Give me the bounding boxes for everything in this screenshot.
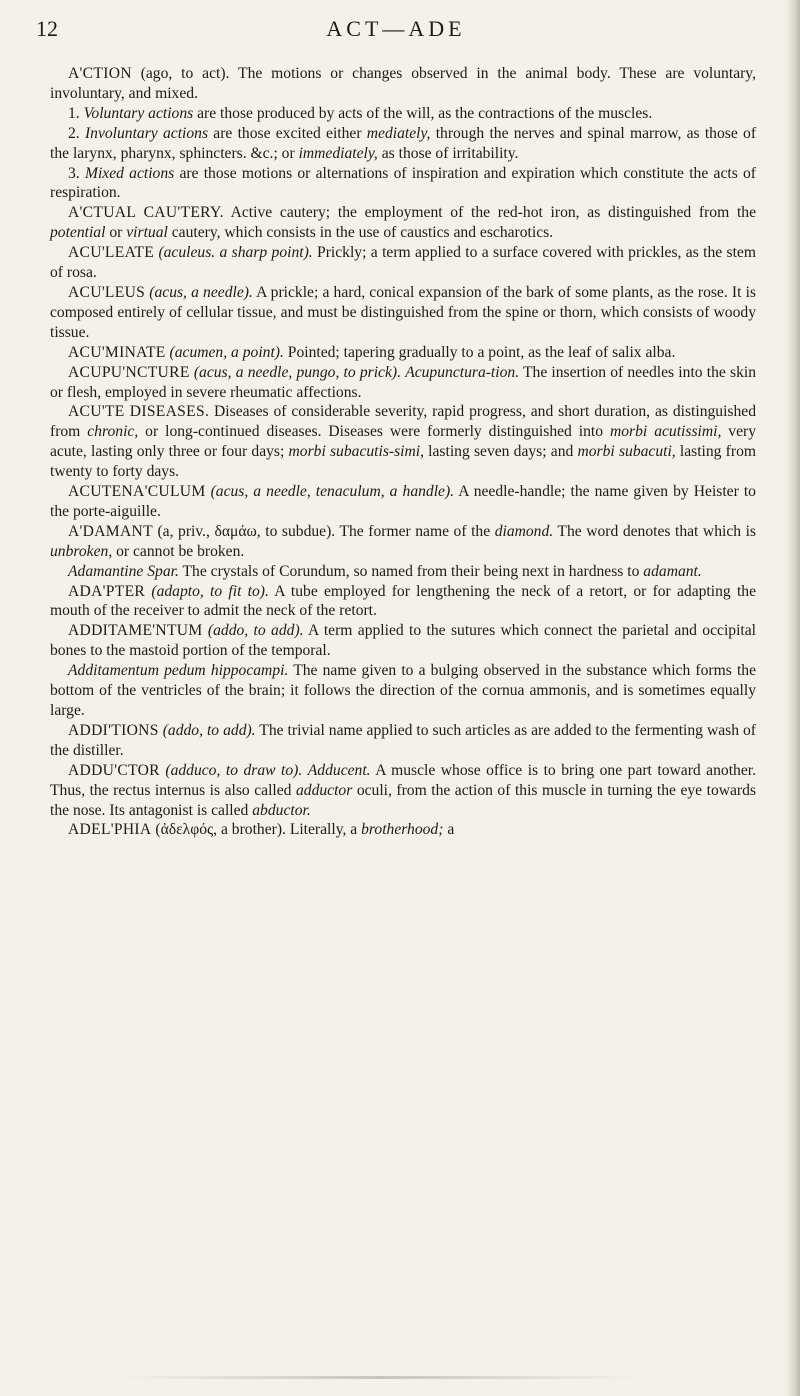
definition-part: as those of irritability. — [377, 144, 519, 162]
entry-acuminate — [50, 343, 756, 363]
definition-part: Literally, a — [285, 821, 362, 839]
etymology: (ἀδελφός, a brother). — [155, 821, 286, 839]
entry-acupuncture — [50, 363, 756, 403]
entry-aculeus — [50, 283, 756, 343]
page-spine-shadow — [786, 0, 800, 1396]
subentry-voluntary — [50, 104, 756, 124]
headword: ADDI'TIONS — [68, 721, 159, 739]
definition: The trivial name applied to such articles as are added to the fermenting wash of the distiller. — [50, 721, 756, 759]
entry-adelphia — [50, 820, 756, 840]
definition-part: Diseases of considerable severity, rapid progress, and short duration, as distinguished from — [50, 403, 756, 441]
etymology: (a, priv., δαμάω, to subdue). — [157, 522, 336, 540]
entry-acute-diseases — [50, 402, 756, 482]
entry-aculeate — [50, 243, 756, 283]
definition: A needle-handle; the name given by Heister to the porte-aiguille. — [50, 483, 756, 520]
definition-part: A muscle whose office is to bring one part toward another. Thus, the rectus internus is also called — [50, 761, 756, 799]
definition-part: very acute, lasting only three or four days; — [50, 423, 757, 461]
headword: ACU'LEATE — [68, 244, 155, 262]
headword: ACUTENA'CULUM — [68, 483, 206, 501]
subentry-mixed — [50, 164, 756, 204]
subentry-label: Mixed actions — [84, 164, 175, 182]
definition-italic: unbroken, — [50, 542, 113, 560]
subentry-label: Involuntary actions — [84, 124, 209, 142]
etymology: (adduco, to draw to). — [165, 761, 303, 779]
definition-italic: morbi subacuti, — [577, 443, 676, 461]
headword: A'DAMANT — [68, 522, 153, 540]
entry-adamant — [50, 522, 756, 562]
subentry-involuntary — [50, 124, 756, 164]
definition-part: cautery, which consists in the use of caustics and escharotics. — [167, 224, 554, 242]
definition-italic: brotherhood; — [361, 821, 444, 839]
headword: A'CTUAL CAU'TERY. — [68, 204, 224, 222]
definition: Pointed; tapering gradually to a point, as the leaf of salix alba. — [283, 343, 676, 361]
definition-italic: diamond. — [494, 522, 554, 540]
subentry-label: Voluntary actions — [83, 104, 194, 122]
etymology: (ago, to act). — [140, 65, 230, 82]
headword: ADA'PTER — [68, 582, 146, 600]
etymology: (aculeus. a sharp point). — [158, 244, 313, 262]
entry-additions — [50, 721, 756, 761]
definition-italic: adamant. — [643, 562, 702, 580]
headword: ACU'LEUS — [68, 283, 146, 301]
definition: are those motions or alternations of inspiration and expiration which constitute the acts of respiration. — [50, 164, 756, 202]
subentry-number: 1. — [68, 104, 80, 122]
definition-part: The former name of the — [335, 522, 495, 540]
definition-italic: mediately, — [366, 124, 431, 142]
subentry-number: 2. — [68, 124, 80, 142]
subentry-label: Additamentum pedum hippocampi. — [68, 662, 289, 680]
entry-actual-cautery — [50, 203, 756, 243]
definition-part: The word denotes that which is — [553, 522, 756, 540]
scan-smudge — [120, 1376, 640, 1379]
definition: A term applied to the sutures which connect the parietal and occipital bones to the mastoid portion of the temporal. — [50, 622, 756, 660]
definition: are those produced by acts of the will, as the contractions of the muscles. — [193, 104, 653, 122]
definition-part: Active cautery; the employment of the red-hot iron, as distinguished from the — [223, 204, 756, 222]
headword: ACU'MINATE — [68, 343, 166, 361]
page-number: 12 — [36, 16, 58, 41]
entry-adductor — [50, 761, 756, 821]
subentry-label: Adamantine Spar. — [68, 562, 179, 580]
etymology: (acus, a needle, pungo, to prick). — [193, 363, 401, 381]
definition-part: are those excited either — [208, 124, 367, 142]
definition-part: or — [105, 224, 127, 242]
etymology: (acumen, a point). — [169, 343, 284, 361]
headword: A'CTION — [68, 65, 132, 82]
etymology: (acus, a needle, tenaculum, a handle). — [210, 483, 455, 501]
definition-part: or long-continued diseases. Diseases were formerly distinguished into — [138, 423, 610, 441]
headword: ADDITAME'NTUM — [68, 622, 203, 640]
etymology: (addo, to add). — [207, 622, 304, 640]
definition: The motions or changes observed in the animal body. These are voluntary, involuntary, and mixed. — [50, 65, 756, 102]
headword: ADEL'PHIA — [68, 821, 152, 839]
definition-italic: virtual — [126, 224, 168, 242]
dictionary-text — [50, 64, 756, 840]
entry-acutenaculum — [50, 482, 756, 522]
headword: ACUPU'NCTURE — [68, 363, 190, 381]
definition-italic: Adducent. — [307, 761, 371, 779]
headword: ACU'TE DISEASES. — [68, 403, 210, 421]
etymology: (adapto, to fit to). — [151, 582, 269, 600]
etymology: (acus, a needle). — [149, 283, 253, 301]
entry-additamentum — [50, 621, 756, 661]
definition-part: The crystals of Corundum, so named from their being next in hardness to — [178, 562, 644, 580]
definition-part: a — [443, 821, 455, 839]
definition: A prickle; a hard, conical expansion of the bark of some plants, as the rose. It is composed entirely of cellular tissue, and must be distinguished from the spine or thorn, which consists of woody tissue. — [50, 283, 756, 341]
definition: Prickly; a term applied to a surface covered with prickles, as the stem of rosa. — [50, 244, 756, 282]
entry-adapter — [50, 582, 756, 622]
subentry-additamentum-pedum — [50, 661, 756, 721]
definition-part: lasting seven days; and — [423, 443, 578, 461]
running-head: ACT—ADE — [326, 16, 466, 41]
definition: A tube employed for lengthening the neck of a retort, or for adapting the mouth of the receiver to admit the neck of the retort. — [50, 582, 756, 620]
headword: ADDU'CTOR — [68, 761, 160, 779]
definition-part: The insertion of needles into the skin or flesh, employed in severe rheumatic affections. — [50, 363, 756, 401]
definition-italic: chronic, — [87, 423, 139, 441]
definition-italic: immediately, — [298, 144, 378, 162]
definition-part: lasting from twenty to forty days. — [50, 443, 756, 481]
subentry-number: 3. — [68, 164, 80, 182]
definition-part: through the nerves and spinal marrow, as those of the larynx, pharynx, sphincters. &c.; or — [50, 124, 757, 162]
definition-part: oculi, from the action of this muscle in turning the eye towards the nose. Its antagonist is called — [50, 781, 756, 819]
page-header — [36, 16, 756, 46]
definition-italic: morbi subacutis-simi, — [288, 443, 424, 461]
definition-part: or cannot be broken. — [112, 542, 245, 560]
subentry-adamantine-spar — [50, 562, 756, 582]
definition-italic: Acupunctura-tion. — [405, 363, 520, 381]
definition-italic: morbi acutissimi, — [610, 423, 722, 441]
entry-action — [50, 64, 756, 104]
definition-italic: adductor — [295, 781, 353, 799]
definition-italic: abductor. — [252, 801, 311, 819]
etymology: (addo, to add). — [162, 721, 256, 739]
definition-italic: potential — [50, 224, 106, 242]
definition: The name given to a bulging observed in the substance which forms the bottom of the ventricles of the brain; it follows the direction of the cornua ammonis, and is sometimes equally large. — [50, 662, 756, 719]
